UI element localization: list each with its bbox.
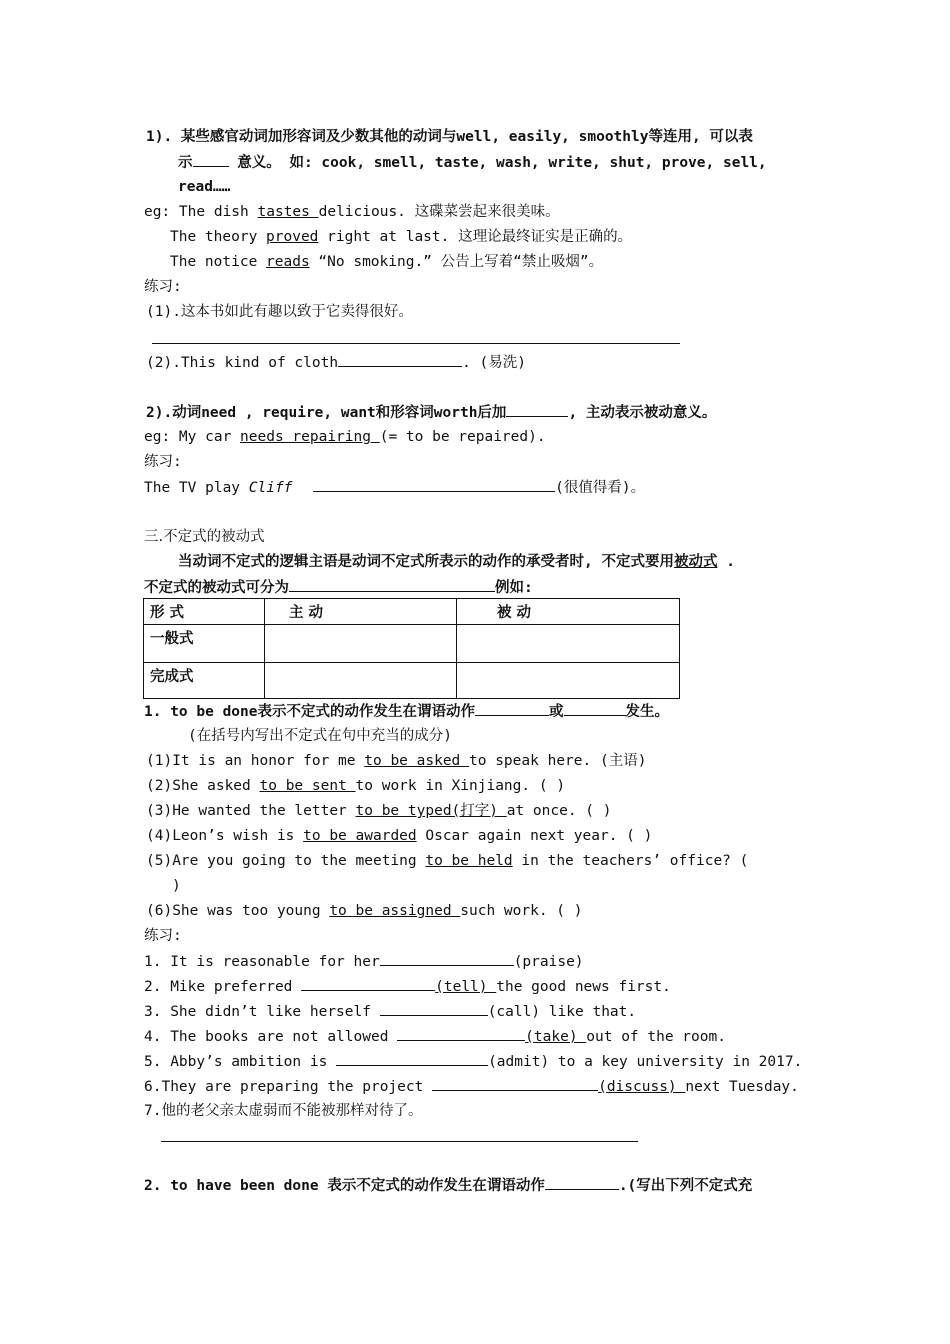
answer-blank[interactable] xyxy=(336,1051,488,1066)
answer-blank[interactable] xyxy=(301,976,435,991)
answer-blank[interactable] xyxy=(432,1076,598,1091)
s2-practice-label: 练习: xyxy=(144,454,182,470)
table-row-label: 完成式 xyxy=(144,663,265,699)
s3-question-6: 6.They are preparing the project (discuss) next Tuesday. xyxy=(144,1076,799,1097)
answer-blank[interactable] xyxy=(397,1026,525,1041)
answer-blank[interactable] xyxy=(380,1001,488,1016)
table-header-cell: 形 式 xyxy=(144,599,265,625)
s1-line3: read…… xyxy=(178,179,231,195)
s3-question-3: 3. She didn’t like herself (call) like that. xyxy=(144,1001,636,1022)
table-header-cell: 主 动 xyxy=(265,599,457,625)
table-row xyxy=(144,625,680,663)
answer-blank[interactable] xyxy=(506,402,568,417)
s3-question-5: 5. Abby’s ambition is (admit) to a key university in 2017. xyxy=(144,1051,802,1072)
table-cell[interactable] xyxy=(457,663,680,699)
s3-example-5-cont: ) xyxy=(172,878,181,894)
s3-example-5: (5)Are you going to the meeting to be held in the teachers’ office? ( xyxy=(146,853,749,869)
s3-example-2: (2)She asked to be sent to work in Xinjiang. ( ) xyxy=(146,778,566,794)
s1-example1: eg: The dish tastes delicious. 这碟菜尝起来很美味。 xyxy=(144,204,560,220)
table-header-cell: 被 动 xyxy=(457,599,680,625)
s3-question-1: 1. It is reasonable for her (praise) xyxy=(144,951,584,972)
s1-practice-1: (1).这本书如此有趣以致于它卖得很好。 xyxy=(146,304,413,320)
answer-blank[interactable] xyxy=(313,477,555,492)
table-header-row xyxy=(144,599,680,625)
s1-example3: The notice reads “No smoking.” 公告上写着“禁止吸烟”。 xyxy=(170,254,604,270)
s1-line1: 1). 某些感官动词加形容词及少数其他的动词与well, easily, smoothly等连用, 可以表 xyxy=(146,129,753,145)
s3-subheading-2: 2. to have been done 表示不定式的动作发生在谓语动作 .(写出下列不定式充 xyxy=(144,1175,752,1196)
s3-question-4: 4. The books are not allowed (take) out of the room. xyxy=(144,1026,726,1047)
s3-practice-label: 练习: xyxy=(144,928,182,944)
s1-practice-label: 练习: xyxy=(144,279,182,295)
s3-note: (在括号内写出不定式在句中充当的成分) xyxy=(188,728,452,744)
s1-example2: The theory proved right at last. 这理论最终证实是正确的。 xyxy=(170,229,633,245)
s2-example: eg: My car needs repairing (= to be repaired). xyxy=(144,429,546,445)
answer-blank[interactable] xyxy=(475,701,549,716)
answer-blank[interactable] xyxy=(545,1175,619,1190)
s1-practice-2: (2).This kind of cloth . (易洗) xyxy=(146,352,526,373)
s3-subheading-1: 1. to be done表示不定式的动作发生在谓语动作 或 发生。 xyxy=(144,701,669,722)
s2-heading: 2).动词need , require, want和形容词worth后加 , 主动表示被动意义。 xyxy=(146,402,716,423)
table-cell[interactable] xyxy=(265,663,457,699)
table-cell[interactable] xyxy=(457,625,680,663)
s3-intro-line2: 不定式的被动式可分为 例如: xyxy=(144,577,533,598)
answer-blank[interactable] xyxy=(338,352,462,367)
answer-blank[interactable] xyxy=(289,577,495,592)
s2-practice-1: The TV play Cliff (很值得看)。 xyxy=(144,477,645,498)
s3-example-1: (1)It is an honor for me to be asked to speak here. (主语) xyxy=(146,753,647,769)
table-row-label: 一般式 xyxy=(144,625,265,663)
table-row xyxy=(144,663,680,699)
infinitive-forms-table xyxy=(143,598,680,699)
answer-line[interactable] xyxy=(152,343,680,344)
answer-blank[interactable] xyxy=(564,701,626,716)
s3-intro-line1: 当动词不定式的逻辑主语是动词不定式所表示的动作的承受者时, 不定式要用被动式 . xyxy=(178,554,735,570)
s3-question-2: 2. Mike preferred (tell) the good news first. xyxy=(144,976,671,997)
s3-question-7: 7.他的老父亲太虚弱而不能被那样对待了。 xyxy=(144,1103,423,1119)
answer-blank[interactable] xyxy=(380,951,514,966)
s3-example-3: (3)He wanted the letter to be typed(打字) at once. ( ) xyxy=(146,803,612,819)
s1-line2: 示 意义。 如: cook, smell, taste, wash, write, shut, prove, sell, xyxy=(178,152,767,173)
answer-blank[interactable] xyxy=(193,152,229,167)
answer-line[interactable] xyxy=(161,1141,638,1142)
s3-example-4: (4)Leon’s wish is to be awarded Oscar again next year. ( ) xyxy=(146,828,653,844)
s3-example-6: (6)She was too young to be assigned such work. ( ) xyxy=(146,903,583,919)
table-cell[interactable] xyxy=(265,625,457,663)
section-title: 三.不定式的被动式 xyxy=(144,529,265,545)
